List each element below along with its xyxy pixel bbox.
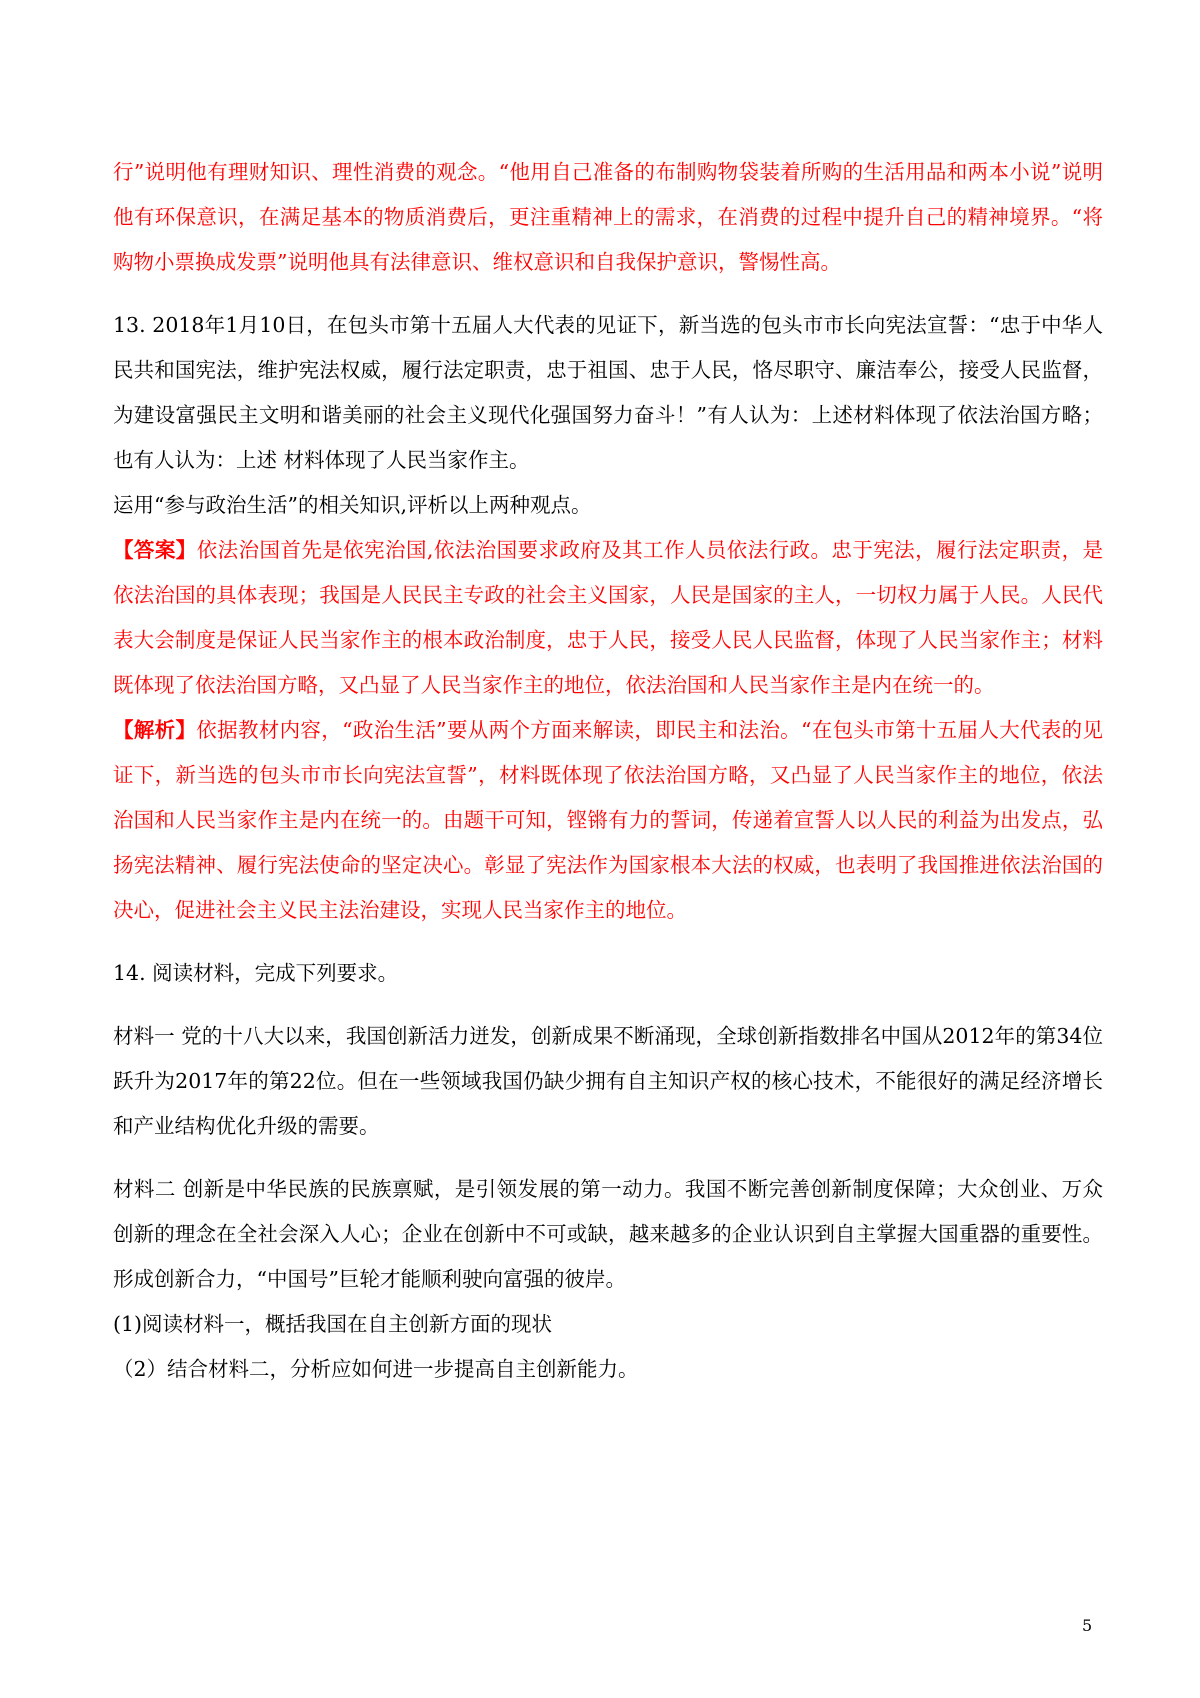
page-content xyxy=(113,150,1103,1392)
question-13-stem: 13. 2018年1月10日，在包头市第十五届人大代表的见证下，新当选的包头市市长向宪法宣誓：“忠于中华人民共和国宪法，维护宪法权威，履行法定职责，忠于祖国、忠于人民，恪尽职守、廉洁奉公，接受人民监督，为建设富强民主文明和谐美丽的社会主义现代化强国努力奋斗！”有人认为：上述材料体现了依法治国方略；也有人认为：上述 材料体现了人民当家作主。 xyxy=(113,313,1103,472)
question-14-stem: 14. 阅读材料，完成下列要求。 xyxy=(113,961,399,985)
page-number: 5 xyxy=(1082,1616,1093,1635)
question-13-analysis xyxy=(113,708,1103,933)
question-13-answer xyxy=(113,528,1103,708)
question-14-material-1: 材料一 党的十八大以来，我国创新活力迸发，创新成果不断涌现，全球创新指数排名中国从2012年的第34位跃升为2017年的第22位。但在一些领域我国仍缺少拥有自主知识产权的核心技术，不能很好的满足经济增长和产业结构优化升级的需要。 xyxy=(113,1024,1103,1138)
analysis-label: 【解析】 xyxy=(113,718,197,742)
question-14-sub-2: （2）结合材料二，分析应如何进一步提高自主创新能力。 xyxy=(113,1357,639,1381)
carryover-answer-text: 行”说明他有理财知识、理性消费的观念。“他用自己准备的布制购物袋装着所购的生活用品和两本小说”说明他有环保意识，在满足基本的物质消费后，更注重精神上的需求，在消费的过程中提升自己的精神境界。“将购物小票换成发票”说明他具有法律意识、维权意识和自我保护意识，警惕性高。 xyxy=(113,160,1103,274)
answer-label: 【答案】 xyxy=(113,538,197,562)
analysis-text: 依据教材内容，“政治生活”要从两个方面来解读，即民主和法治。“在包头市第十五届人大代表的见证下，新当选的包头市市长向宪法宣誓”，材料既体现了依法治国方略，又凸显了人民当家作主的地位，依法治国和人民当家作主是内在统一的。由题干可知，铿锵有力的誓词，传递着宣誓人以人民的利益为出发点，弘扬宪法精神、履行宪法使命的坚定决心。彰显了宪法作为国家根本大法的权威，也表明了我国推进依法治国的决心，促进社会主义民主法治建设，实现人民当家作主的地位。 xyxy=(113,718,1103,922)
question-13-task: 运用“参与政治生活”的相关知识,评析以上两种观点。 xyxy=(113,493,592,517)
answer-text: 依法治国首先是依宪治国,依法治国要求政府及其工作人员依法行政。忠于宪法，履行法定职责，是依法治国的具体表现；我国是人民民主专政的社会主义国家，人民是国家的主人，一切权力属于人民。人民代表大会制度是保证人民当家作主的根本政治制度，忠于人民，接受人民人民监督，体现了人民当家作主；材料既体现了依法治国方略，又凸显了人民当家作主的地位，依法治国和人民当家作主是内在统一的。 xyxy=(113,538,1104,697)
question-14-sub-1: (1)阅读材料一，概括我国在自主创新方面的现状 xyxy=(113,1312,553,1336)
question-14-material-2: 材料二 创新是中华民族的民族禀赋，是引领发展的第一动力。我国不断完善创新制度保障；大众创业、万众创新的理念在全社会深入人心；企业在创新中不可或缺，越来越多的企业认识到自主掌握大国重器的重要性。形成创新合力，“中国号”巨轮才能顺利驶向富强的彼岸。 xyxy=(113,1177,1103,1291)
